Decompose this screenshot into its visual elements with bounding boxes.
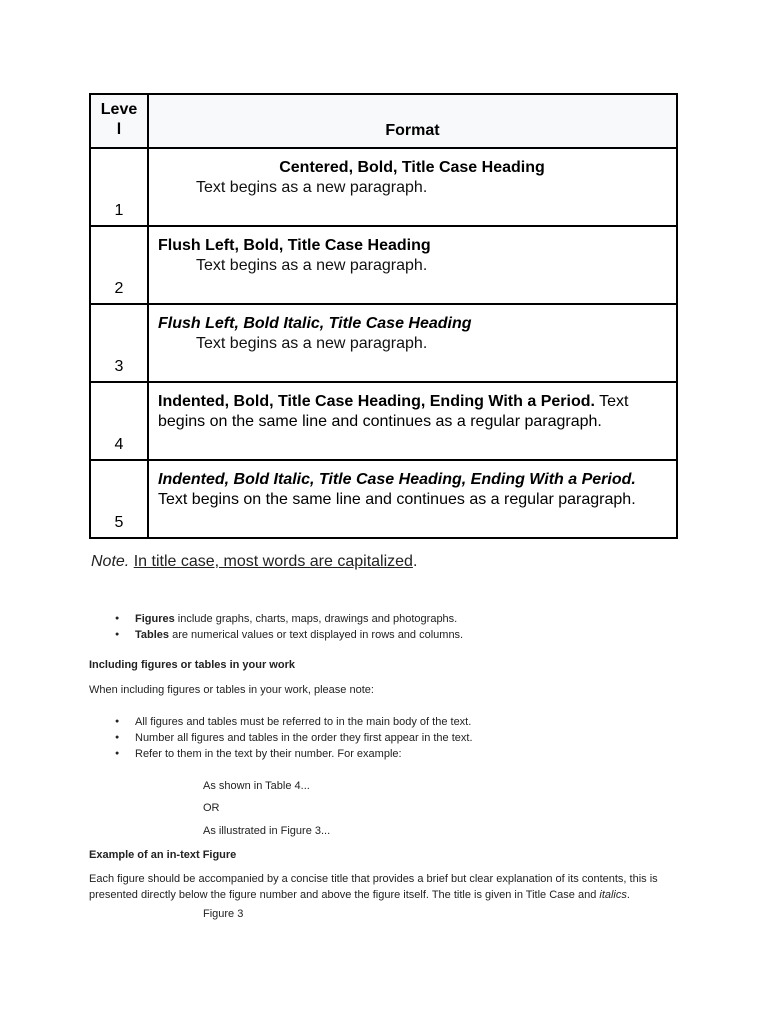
format-cell xyxy=(149,305,676,381)
level-4-example xyxy=(149,383,676,432)
paragraph-example: Text begins as a new paragraph. xyxy=(196,179,428,196)
definitions-list xyxy=(115,611,463,643)
level-number: 3 xyxy=(114,358,124,375)
note-end: . xyxy=(412,553,418,570)
definition-text: include graphs, charts, maps, drawings and photographs. xyxy=(174,613,458,625)
note-label: Note. xyxy=(91,553,130,570)
table-row xyxy=(91,303,676,381)
level-5-example xyxy=(149,461,676,510)
level-cell xyxy=(91,383,149,459)
table-row xyxy=(91,147,676,225)
run-in-text: Text begins on the same line and continues as a regular paragraph. xyxy=(158,491,636,508)
level-column-header: Leve l xyxy=(91,95,149,147)
section-heading: Example of an in-text Figure xyxy=(89,849,237,861)
list-item: ● Number all figures and tables in the order they first appear in the text. xyxy=(115,730,473,746)
heading-format-table xyxy=(89,93,678,539)
paragraph-text: Each figure should be accompanied by a concise title that provides a brief but clear explanation of its contents, this is presented directly below the figure number and above the figure itself. The title is given in Title Case and xyxy=(89,873,658,901)
level-4-heading-example: Indented, Bold, Title Case Heading, Ending With a Period. xyxy=(158,393,595,410)
level-cell xyxy=(91,305,149,381)
paragraph-example: Text begins as a new paragraph. xyxy=(196,257,428,274)
table-note xyxy=(91,553,417,571)
note-text: In title case, most words are capitalized xyxy=(133,553,413,570)
figure-paragraph xyxy=(89,871,689,903)
level-cell xyxy=(91,227,149,303)
level-cell xyxy=(91,149,149,225)
intro-paragraph: When including figures or tables in your work, please note: xyxy=(89,684,374,696)
guidelines-list xyxy=(115,714,473,762)
format-header-label: Format xyxy=(385,122,440,139)
table-row xyxy=(91,459,676,537)
example-line: As shown in Table 4... xyxy=(203,780,310,792)
level-number: 2 xyxy=(114,280,124,297)
list-item: ● Refer to them in the text by their number. For example: xyxy=(115,746,473,762)
section-heading: Including figures or tables in your work xyxy=(89,659,295,671)
italic-word: italics xyxy=(599,889,627,901)
level-number: 4 xyxy=(114,436,124,453)
level-number: 5 xyxy=(114,514,124,531)
format-cell xyxy=(149,149,676,225)
run-in-text: Text begins on the same line and continues as a regular paragraph. xyxy=(158,393,629,430)
format-cell xyxy=(149,461,676,537)
level-cell xyxy=(91,461,149,537)
figure-label: Figure 3 xyxy=(203,908,244,920)
term: Figures xyxy=(135,613,175,625)
list-item: ● All figures and tables must be referred to in the main body of the text. xyxy=(115,714,473,730)
level-number: 1 xyxy=(114,202,124,219)
definition-text: are numerical values or text displayed in rows and columns. xyxy=(169,629,464,641)
level-1-heading-example: Centered, Bold, Title Case Heading xyxy=(279,159,545,176)
level-5-heading-example: Indented, Bold Italic, Title Case Heading, Ending With a Period. xyxy=(158,471,636,488)
level-3-heading-example: Flush Left, Bold Italic, Title Case Heading xyxy=(158,315,472,332)
term: Tables xyxy=(135,629,170,641)
list-item xyxy=(115,627,463,643)
table-header-row xyxy=(91,95,676,147)
format-cell xyxy=(149,383,676,459)
paragraph-end: . xyxy=(626,889,630,901)
format-cell xyxy=(149,227,676,303)
paragraph-example: Text begins as a new paragraph. xyxy=(196,335,428,352)
table-row xyxy=(91,225,676,303)
format-column-header xyxy=(149,95,676,147)
example-line: As illustrated in Figure 3... xyxy=(203,825,331,837)
level-2-heading-example: Flush Left, Bold, Title Case Heading xyxy=(158,237,431,254)
example-line: OR xyxy=(203,802,220,814)
list-item xyxy=(115,611,463,627)
table-row xyxy=(91,381,676,459)
